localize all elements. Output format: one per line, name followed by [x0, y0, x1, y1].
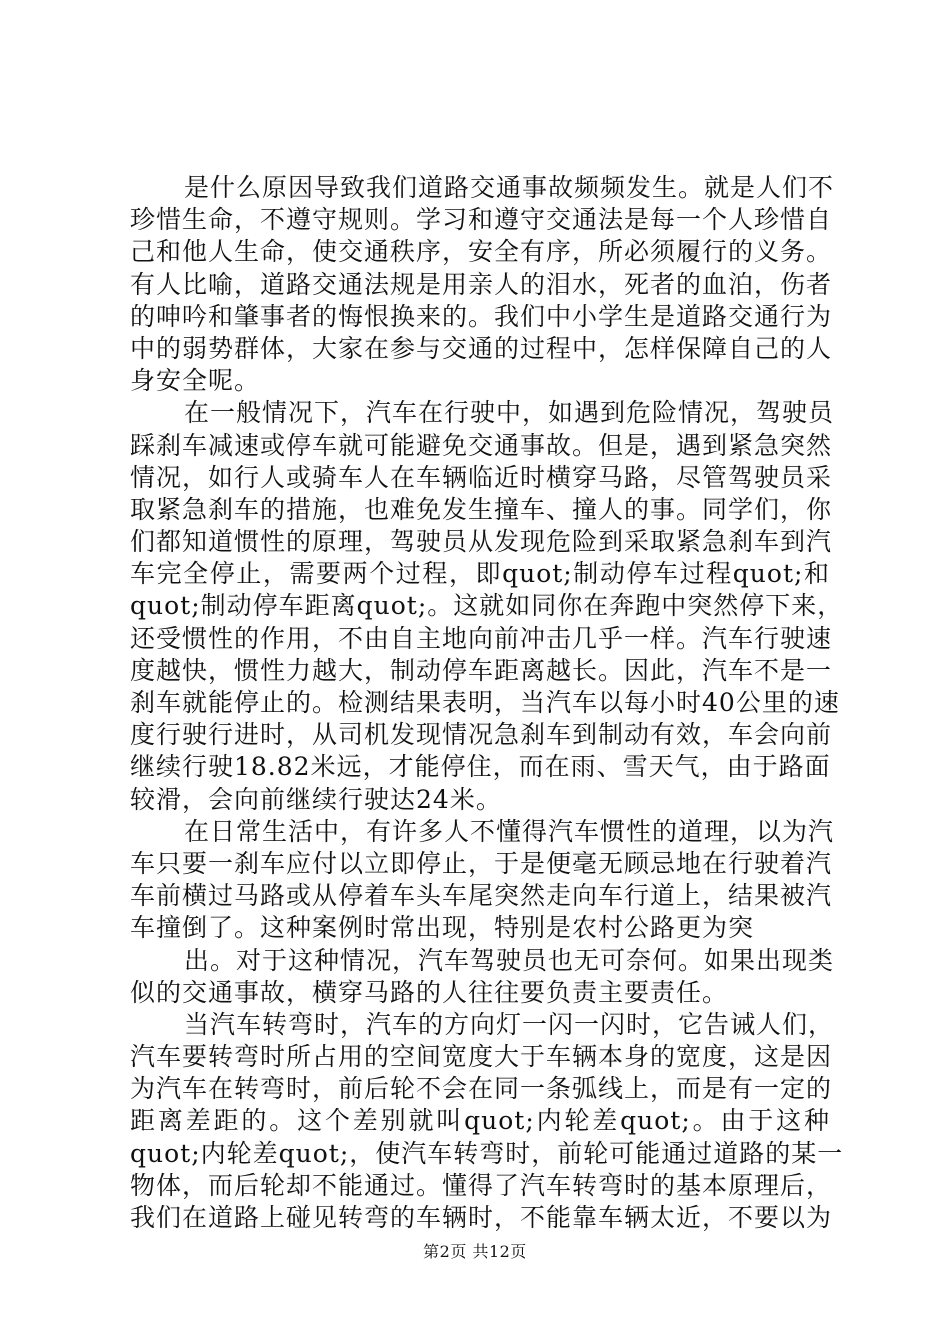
text-line: 物体，而后轮却不能通过。懂得了汽车转弯时的基本原理后，	[130, 1170, 833, 1200]
text-line: 珍惜生命，不遵守规则。学习和遵守交通法是每一个人珍惜自	[130, 205, 833, 235]
text-line: 为汽车在转弯时，前后轮不会在同一条弧线上，而是有一定的	[130, 1074, 833, 1104]
text-line: 踩刹车减速或停车就可能避免交通事故。但是，遇到紧急突然	[130, 430, 833, 460]
text-line: 度越快，惯性力越大，制动停车距离越长。因此，汽车不是一	[130, 655, 833, 685]
text-line: 还受惯性的作用，不由自主地向前冲击几乎一样。汽车行驶速	[130, 623, 833, 653]
body-text	[130, 172, 844, 1234]
text-line: 情况，如行人或骑车人在车辆临近时横穿马路，尽管驾驶员采	[130, 462, 833, 492]
text-line: quot;内轮差quot;，使汽车转弯时，前轮可能通过道路的某一	[130, 1138, 844, 1168]
text-line: 车只要一刹车应付以立即停止，于是便毫无顾忌地在行驶着汽	[130, 848, 833, 878]
text-line: quot;制动停车距离quot;。这就如同你在奔跑中突然停下来，	[130, 591, 844, 621]
text-line: 出。对于这种情况，汽车驾驶员也无可奈何。如果出现类	[184, 945, 835, 975]
text-line: 较滑，会向前继续行驶达24米。	[130, 784, 502, 814]
text-line: 在日常生活中，有许多人不懂得汽车惯性的道理，以为汽	[184, 816, 835, 846]
text-line: 己和他人生命，使交通秩序，安全有序，所必须履行的义务。	[130, 237, 833, 267]
text-line: 继续行驶18.82米远，才能停住，而在雨、雪天气，由于路面	[130, 752, 831, 782]
text-line: 身安全呢。	[130, 366, 261, 396]
text-line: 在一般情况下，汽车在行驶中，如遇到危险情况，驾驶员	[184, 398, 835, 428]
text-line: 车前横过马路或从停着车头车尾突然走向车行道上，结果被汽	[130, 881, 833, 911]
text-line: 取紧急刹车的措施，也难免发生撞车、撞人的事。同学们，你	[130, 494, 833, 524]
text-line: 汽车要转弯时所占用的空间宽度大于车辆本身的宽度，这是因	[130, 1042, 833, 1072]
text-line: 车撞倒了。这种案例时常出现，特别是农村公路更为突	[130, 913, 755, 943]
text-line: 似的交通事故，横穿马路的人往往要负责主要责任。	[130, 977, 729, 1007]
text-line: 车完全停止，需要两个过程，即quot;制动停车过程quot;和	[130, 559, 830, 589]
text-line: 距离差距的。这个差别就叫quot;内轮差quot;。由于这种	[130, 1106, 830, 1136]
text-line: 我们在道路上碰见转弯的车辆时，不能靠车辆太近，不要以为	[130, 1203, 833, 1232]
page-number-label: 第2页 共12页	[423, 1242, 527, 1261]
text-line: 有人比喻，道路交通法规是用亲人的泪水，死者的血泊，伤者	[130, 269, 833, 299]
text-line: 刹车就能停止的。检测结果表明，当汽车以每小时40公里的速	[130, 688, 840, 717]
page-footer	[0, 1240, 950, 1264]
text-line: 的呻吟和肇事者的悔恨换来的。我们中小学生是道路交通行为	[130, 301, 833, 331]
text-line: 当汽车转弯时，汽车的方向灯一闪一闪时，它告诫人们，	[184, 1009, 835, 1039]
text-line: 中的弱势群体，大家在参与交通的过程中，怎样保障自己的人	[130, 333, 833, 363]
text-line: 是什么原因导致我们道路交通事故频频发生。就是人们不	[184, 173, 835, 202]
text-line: 们都知道惯性的原理，驾驶员从发现危险到采取紧急刹车到汽	[130, 527, 833, 557]
text-line: 度行驶行进时，从司机发现情况急刹车到制动有效，车会向前	[130, 720, 833, 750]
